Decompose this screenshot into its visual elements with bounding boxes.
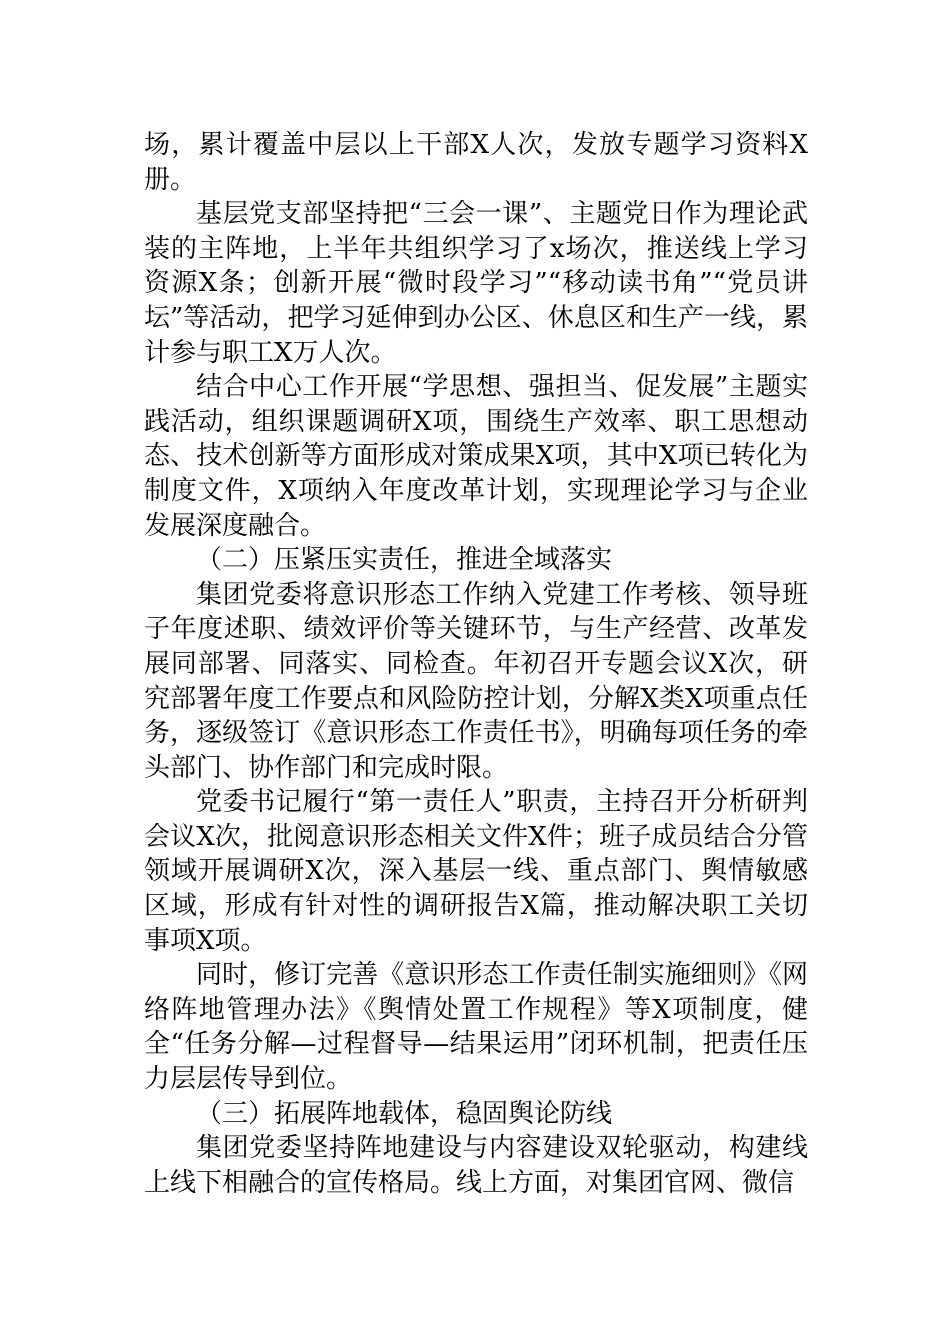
section-heading-3: （三）拓展阵地载体，稳固舆论防线 <box>196 1098 613 1129</box>
document-body <box>144 128 808 1200</box>
paragraph-regulations: 同时，修订完善《意识形态工作责任制实施细则》《网络阵地管理办法》《舆情处置工作规程》等X项制度，健全“任务分解—过程督导—结果运用”闭环机制，把责任压力层层传导到位。 <box>144 960 808 1095</box>
section-heading-2: （二）压紧压实责任，推进全域落实 <box>196 545 613 576</box>
paragraph-responsibility: 集团党委将意识形态工作纳入党建工作考核、领导班子年度述职、绩效评价等关键环节，与生产经营、改革发展同部署、同落实、同检查。年初召开专题会议X次，研究部署年度工作要点和风险防控计划，分解X类X项重点任务，逐级签订《意识形态工作责任书》，明确每项任务的牵头部门、协作部门和完成时限。 <box>144 579 808 783</box>
paragraph-positions: 集团党委坚持阵地建设与内容建设双轮驱动，构建线上线下相融合的宣传格局。线上方面，对集团官网、微信 <box>144 1133 808 1198</box>
paragraph-practice-activity: 结合中心工作开展“学思想、强担当、促发展”主题实践活动，组织课题调研X项，围绕生产效率、职工思想动态、技术创新等方面形成对策成果X项，其中X项已转化为制度文件，X项纳入年度改革计划，实现理论学习与企业发展深度融合。 <box>144 372 808 541</box>
paragraph-continuation: 场，累计覆盖中层以上干部X人次，发放专题学习资料X册。 <box>144 130 808 195</box>
paragraph-grassroots-study: 基层党支部坚持把“三会一课”、主题党日作为理论武装的主阵地，上半年共组织学习了x场次，推送线上学习资源X条；创新开展“微时段学习”“移动读书角”“党员讲坛”等活动，把学习延伸到办公区、休息区和生产一线，累计参与职工X万人次。 <box>144 199 808 368</box>
paragraph-party-secretary: 党委书记履行“第一责任人”职责，主持召开分析研判会议X次，批阅意识形态相关文件X件；班子成员结合分管领域开展调研X次，深入基层一线、重点部门、舆情敏感区域，形成有针对性的调研报告X篇，推动解决职工关切事项X项。 <box>144 787 808 956</box>
